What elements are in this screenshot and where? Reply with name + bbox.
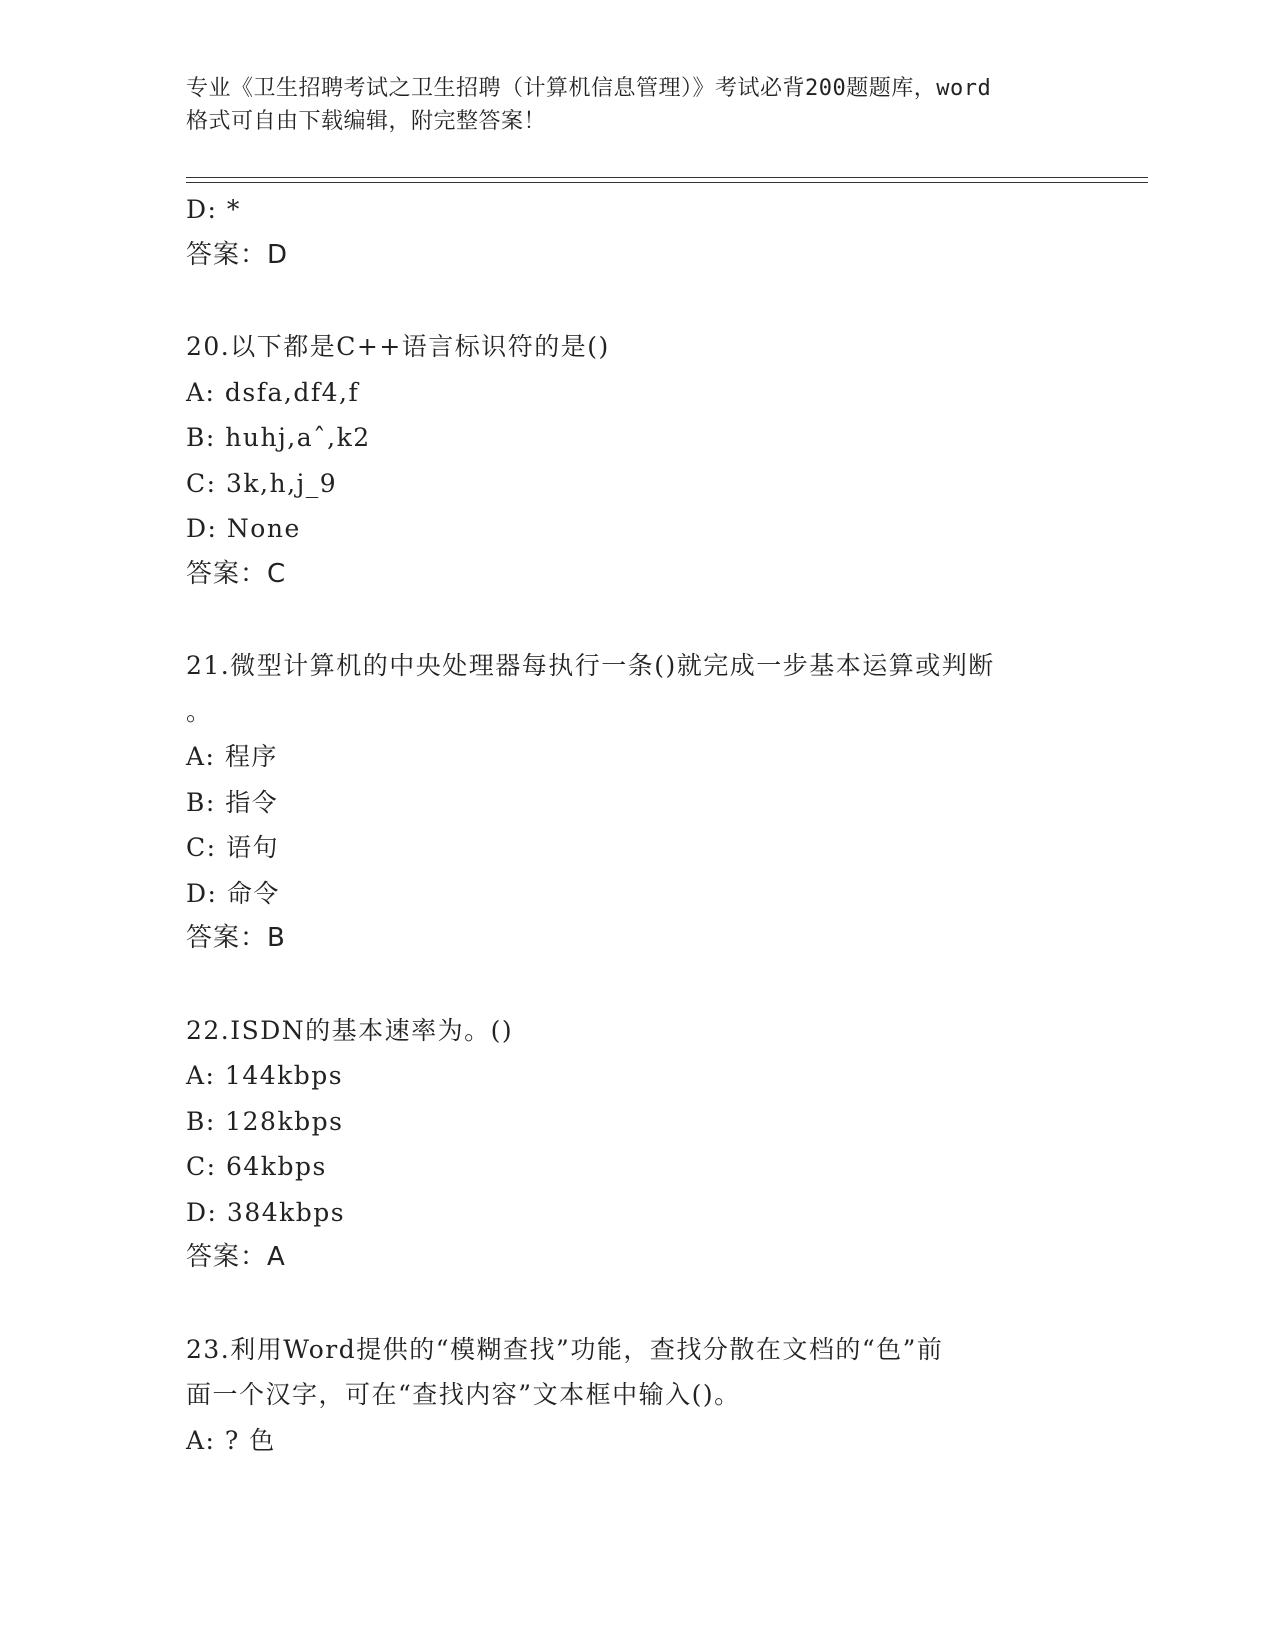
header-line-2: 格式可自由下载编辑，附完整答案！ bbox=[186, 109, 547, 134]
option-b: B: 128kbps bbox=[186, 1106, 344, 1136]
document-header bbox=[186, 72, 1086, 138]
question-title-continued: 。 bbox=[186, 696, 213, 726]
question-block bbox=[186, 1327, 1086, 1464]
question-gap bbox=[186, 597, 1086, 643]
option-b: B: 指令 bbox=[186, 787, 279, 817]
option-d: D: 384kbps bbox=[186, 1197, 346, 1227]
option-a: A: 144kbps bbox=[186, 1061, 344, 1090]
header-divider-top bbox=[186, 177, 1148, 178]
option-b: B: huhj,aˆ,k2 bbox=[186, 423, 371, 452]
option-d: D: 命令 bbox=[186, 878, 280, 908]
option-d: D: * bbox=[186, 195, 241, 224]
question-title: 23.利用Word提供的“模糊查找”功能，查找分散在文档的“色”前 bbox=[186, 1334, 944, 1364]
question-title-continued: 面一个汉字，可在“查找内容”文本框中输入()。 bbox=[186, 1380, 741, 1409]
answer-line: 答案：A bbox=[186, 1242, 286, 1272]
question-gap bbox=[186, 1281, 1086, 1327]
question-title: 21.微型计算机的中央处理器每执行一条()就完成一步基本运算或判断 bbox=[186, 651, 995, 680]
answer-line: 答案：B bbox=[186, 923, 286, 953]
question-gap bbox=[186, 278, 1086, 324]
question-title: 22.ISDN的基本速率为。() bbox=[186, 1015, 514, 1045]
question-block bbox=[186, 1008, 1086, 1281]
option-a: A: 程序 bbox=[186, 742, 278, 771]
header-divider-bottom bbox=[186, 182, 1148, 183]
question-title: 20.以下都是C++语言标识符的是() bbox=[186, 332, 610, 361]
header-line-1: 专业《卫生招聘考试之卫生招聘（计算机信息管理）》考试必背200题题库，word bbox=[186, 76, 992, 101]
question-gap bbox=[186, 962, 1086, 1008]
answer-line: 答案：D bbox=[186, 239, 289, 270]
question-block bbox=[186, 324, 1086, 597]
option-a: A: dsfa,df4,f bbox=[186, 377, 360, 407]
option-c: C: 语句 bbox=[186, 833, 279, 862]
option-d: D: None bbox=[186, 514, 301, 543]
option-c: C: 64kbps bbox=[186, 1152, 327, 1181]
option-a: A: ? 色 bbox=[186, 1425, 276, 1455]
option-c: C: 3k,h,j_9 bbox=[186, 468, 338, 498]
answer-line: 答案：C bbox=[186, 558, 287, 589]
question-content bbox=[186, 187, 1086, 1463]
question-block bbox=[186, 643, 1086, 962]
